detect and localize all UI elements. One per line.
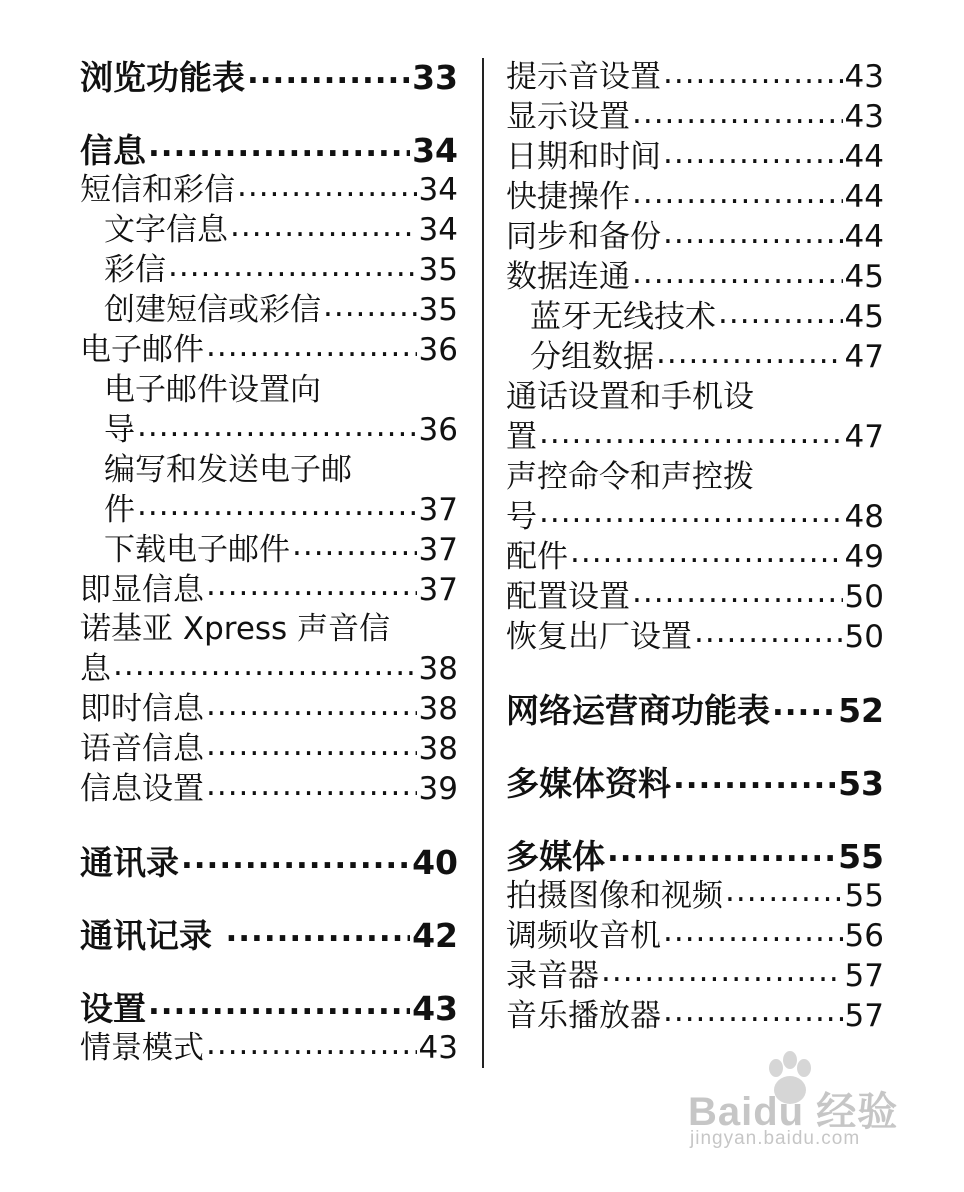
toc-dot-leader — [663, 58, 843, 89]
toc-entry[interactable] — [506, 577, 884, 617]
toc-dot-leader — [607, 836, 836, 867]
toc-dot-leader — [181, 843, 410, 874]
toc-entry-label: 即时信息 — [80, 691, 204, 728]
toc-entry-chapter[interactable] — [506, 763, 884, 803]
toc-page-number: 50 — [844, 618, 884, 655]
toc-entry-chapter[interactable] — [80, 131, 458, 171]
toc-entry-label: 网络运营商功能表 — [506, 690, 770, 730]
toc-dot-leader — [206, 1029, 417, 1060]
toc-dot-leader — [663, 996, 843, 1027]
toc-entry-label: 置 — [506, 419, 537, 455]
toc-entry-label: 创建短信或彩信 — [104, 292, 321, 329]
toc-entry-label: 录音器 — [506, 957, 599, 994]
toc-entry-chapter[interactable] — [80, 843, 458, 883]
toc-entry[interactable] — [506, 178, 884, 218]
toc-entry-label: 浏览功能表 — [80, 58, 245, 98]
toc-page-number: 35 — [418, 292, 458, 329]
toc-page-number: 34 — [412, 131, 458, 171]
toc-page-number: 53 — [838, 763, 884, 803]
toc-entry-chapter[interactable] — [80, 58, 458, 98]
toc-page-number: 50 — [844, 578, 884, 615]
toc-entry-wrapped[interactable] — [80, 610, 458, 690]
toc-subentry-wrapped[interactable] — [80, 371, 458, 451]
toc-page-number: 42 — [412, 916, 458, 956]
toc-entry-chapter[interactable] — [506, 690, 884, 730]
toc-entry-label: 即显信息 — [80, 571, 204, 608]
toc-entry-label: 信息 — [80, 131, 146, 171]
toc-dot-leader — [247, 58, 410, 89]
toc-subentry[interactable] — [80, 251, 458, 291]
toc-dot-leader — [206, 570, 417, 601]
toc-entry-chapter[interactable] — [506, 836, 884, 876]
toc-entry-line2 — [506, 418, 884, 458]
toc-page-number: 55 — [844, 877, 884, 914]
toc-dot-leader — [113, 650, 417, 681]
toc-entry-chapter[interactable] — [80, 989, 458, 1029]
toc-page-number: 33 — [412, 58, 458, 98]
toc-entry-label-line1: 诺基亚 Xpress 声音信 — [80, 611, 391, 648]
toc-entry-label: 配件 — [506, 538, 568, 575]
toc-page-number: 37 — [418, 571, 458, 608]
toc-entry-label: 号 — [506, 498, 537, 535]
toc-page-number: 56 — [844, 917, 884, 954]
toc-dot-leader — [206, 331, 417, 362]
toc-entry-label: 情景模式 — [80, 1030, 204, 1067]
toc-dot-leader — [632, 98, 843, 129]
toc-entry[interactable] — [506, 537, 884, 577]
toc-entry-line2 — [80, 490, 458, 530]
baidu-jingyan-watermark — [680, 1040, 910, 1160]
toc-page-number: 49 — [844, 538, 884, 575]
toc-entry-line2 — [80, 411, 458, 451]
toc-page-number: 43 — [418, 1030, 458, 1067]
toc-entry-label: 下载电子邮件 — [104, 531, 290, 568]
toc-entry-wrapped[interactable] — [506, 458, 884, 538]
toc-entry[interactable] — [506, 218, 884, 258]
toc-dot-leader — [206, 730, 417, 761]
toc-dot-leader — [718, 298, 843, 329]
toc-page-number: 37 — [418, 491, 458, 528]
toc-entry-label-line1: 编写和发送电子邮 — [104, 451, 352, 488]
toc-dot-leader — [230, 211, 417, 242]
toc-entry-label: 通讯记录 — [80, 916, 224, 956]
toc-dot-leader — [148, 989, 410, 1020]
toc-entry-wrapped[interactable] — [506, 378, 884, 458]
toc-entry-label: 信息设置 — [80, 771, 204, 808]
toc-entry-label-line1: 电子邮件设置向 — [104, 372, 321, 408]
toc-entry-label: 同步和备份 — [506, 219, 661, 256]
toc-entry-label: 多媒体 — [506, 836, 605, 876]
toc-page-number: 36 — [418, 332, 458, 369]
toc-page-number: 44 — [844, 139, 884, 176]
toc-page-number: 35 — [418, 252, 458, 289]
toc-right-column — [506, 58, 884, 1036]
toc-subentry[interactable] — [80, 530, 458, 570]
toc-dot-leader — [206, 690, 417, 721]
toc-page-number: 43 — [844, 99, 884, 136]
toc-dot-leader — [137, 411, 417, 442]
toc-page-number: 43 — [844, 59, 884, 96]
toc-entry[interactable] — [80, 690, 458, 730]
toc-dot-leader — [632, 178, 843, 209]
toc-page-number: 44 — [844, 179, 884, 216]
toc-subentry[interactable] — [506, 338, 884, 378]
toc-entry-label: 彩信 — [104, 252, 166, 289]
toc-page-number: 57 — [844, 957, 884, 994]
toc-entry[interactable] — [506, 876, 884, 916]
toc-subentry[interactable] — [80, 211, 458, 251]
toc-entry-label: 提示音设置 — [506, 59, 661, 96]
toc-page-number: 38 — [418, 691, 458, 728]
toc-left-column — [80, 58, 458, 1069]
toc-entry[interactable] — [80, 1029, 458, 1069]
toc-entry[interactable] — [80, 331, 458, 371]
toc-dot-leader — [539, 418, 843, 449]
toc-entry[interactable] — [506, 138, 884, 178]
toc-entry[interactable] — [506, 98, 884, 138]
toc-subentry[interactable] — [80, 291, 458, 331]
toc-entry[interactable] — [506, 617, 884, 657]
toc-dot-leader — [570, 537, 843, 568]
toc-entry-label: 拍摄图像和视频 — [506, 877, 723, 914]
toc-dot-leader — [663, 138, 843, 169]
toc-page-number: 34 — [418, 212, 458, 249]
toc-dot-leader — [237, 171, 417, 202]
toc-entry-label: 数据连通 — [506, 259, 630, 296]
toc-entry-line2 — [80, 650, 458, 690]
toc-dot-leader — [673, 763, 836, 794]
toc-entry-label: 电子邮件 — [80, 332, 204, 369]
toc-dot-leader — [137, 490, 417, 521]
toc-dot-leader — [632, 577, 843, 608]
toc-page-number: 47 — [844, 339, 884, 376]
column-divider — [482, 58, 484, 1068]
toc-page-number: 52 — [838, 690, 884, 730]
toc-page-number: 36 — [418, 412, 458, 448]
toc-entry-label: 通讯录 — [80, 843, 179, 883]
toc-dot-leader — [725, 876, 843, 907]
toc-entry-chapter[interactable] — [80, 916, 458, 956]
toc-page-number: 55 — [838, 836, 884, 876]
toc-page-number: 45 — [844, 299, 884, 336]
toc-dot-leader — [323, 291, 417, 322]
toc-page-number: 45 — [844, 259, 884, 296]
toc-entry[interactable] — [506, 916, 884, 956]
watermark-url: jingyan.baidu.com — [690, 1128, 861, 1149]
toc-page-number: 47 — [844, 419, 884, 455]
toc-dot-leader — [632, 258, 843, 289]
toc-entry-label: 文字信息 — [104, 212, 228, 249]
toc-page-number: 34 — [418, 172, 458, 209]
toc-dot-leader — [694, 617, 843, 648]
toc-entry[interactable] — [506, 258, 884, 298]
toc-entry-line2 — [506, 497, 884, 537]
toc-entry-label: 导 — [104, 412, 135, 448]
toc-dot-leader — [148, 131, 410, 162]
toc-entry-label: 蓝牙无线技术 — [530, 299, 716, 336]
toc-entry-label-line1: 声控命令和声控拨 — [506, 458, 754, 495]
toc-entry[interactable] — [80, 770, 458, 810]
toc-entry-label: 息 — [80, 651, 111, 688]
toc-entry-label: 语音信息 — [80, 731, 204, 768]
toc-page-number: 37 — [418, 531, 458, 568]
toc-subentry-wrapped[interactable] — [80, 451, 458, 531]
toc-dot-leader — [168, 251, 417, 282]
toc-dot-leader — [656, 338, 843, 369]
toc-entry-label: 调频收音机 — [506, 917, 661, 954]
toc-entry[interactable] — [506, 956, 884, 996]
toc-dot-leader — [292, 530, 417, 561]
toc-entry-label: 配置设置 — [506, 578, 630, 615]
toc-entry-label: 短信和彩信 — [80, 172, 235, 209]
toc-entry-label: 件 — [104, 491, 135, 528]
toc-dot-leader — [226, 916, 411, 947]
toc-page-number: 38 — [418, 731, 458, 768]
toc-page-number: 40 — [412, 843, 458, 883]
toc-entry[interactable] — [506, 58, 884, 98]
toc-entry[interactable] — [80, 730, 458, 770]
toc-page-number: 57 — [844, 997, 884, 1034]
toc-dot-leader — [539, 497, 843, 528]
toc-page-number: 44 — [844, 219, 884, 256]
toc-page-number: 38 — [418, 651, 458, 688]
toc-dot-leader — [206, 770, 417, 801]
toc-entry-label: 多媒体资料 — [506, 763, 671, 803]
toc-entry-label: 分组数据 — [530, 339, 654, 376]
toc-entry[interactable] — [506, 996, 884, 1036]
toc-subentry[interactable] — [506, 298, 884, 338]
toc-page-number: 39 — [418, 771, 458, 808]
toc-page-number: 43 — [412, 989, 458, 1029]
toc-dot-leader — [663, 916, 843, 947]
toc-entry[interactable] — [80, 570, 458, 610]
toc-entry-label-line1: 通话设置和手机设 — [506, 379, 754, 415]
toc-dot-leader — [601, 956, 843, 987]
toc-entry-label: 日期和时间 — [506, 139, 661, 176]
toc-entry-label: 快捷操作 — [506, 179, 630, 216]
watermark-brand: Baidu 经验 — [688, 1090, 899, 1134]
toc-entry-label: 设置 — [80, 989, 146, 1029]
toc-dot-leader — [663, 218, 843, 249]
toc-entry[interactable] — [80, 171, 458, 211]
toc-entry-label: 音乐播放器 — [506, 997, 661, 1034]
toc-page-number: 48 — [844, 498, 884, 535]
toc-entry-label: 恢复出厂设置 — [506, 618, 692, 655]
toc-entry-label: 显示设置 — [506, 99, 630, 136]
toc-dot-leader — [772, 690, 836, 721]
